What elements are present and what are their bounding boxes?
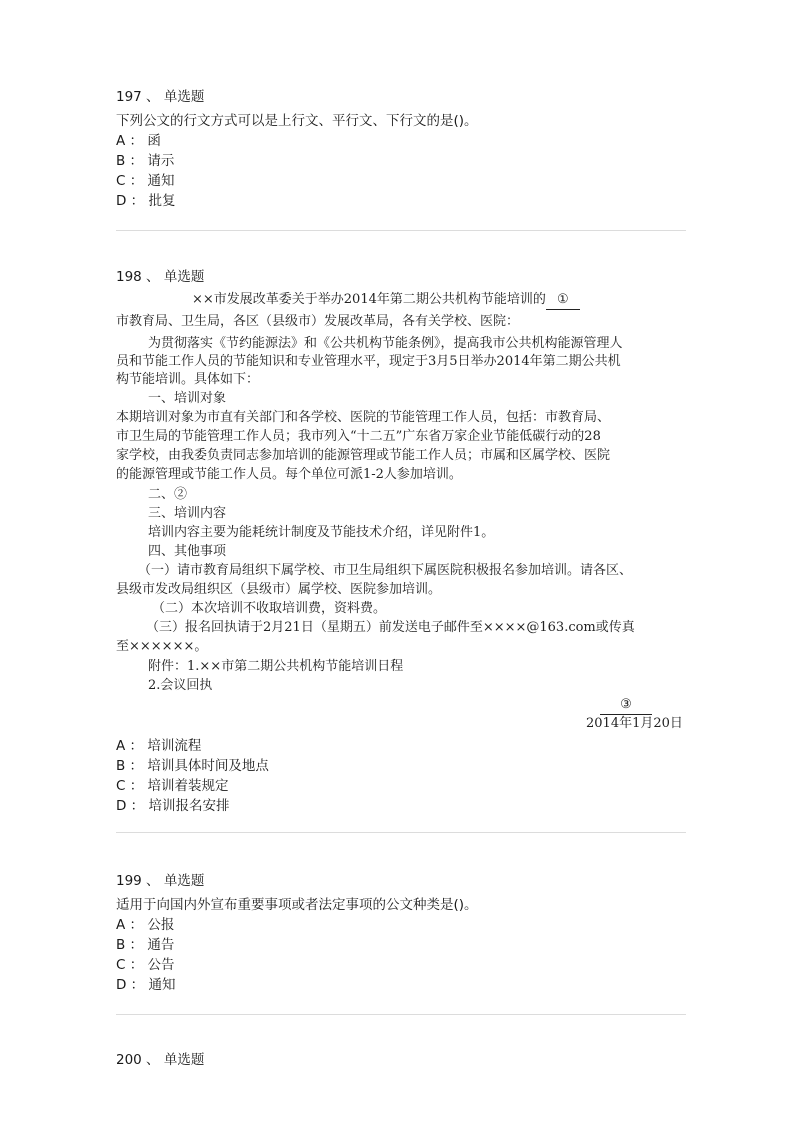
question-header: 200 、 单选题 — [116, 1052, 205, 1068]
question-stem: 适用于向国内外宣布重要事项或者法定事项的公文种类是()。 — [116, 897, 478, 913]
option-d[interactable]: D ： 培训报名安排 — [116, 798, 230, 814]
notice-section1-line4: 的能源管理或节能工作人员。每个单位可派1-2人参加培训。 — [116, 467, 462, 482]
option-c[interactable]: C ： 通知 — [116, 173, 175, 189]
notice-section4-heading: 四、其他事项 — [148, 544, 227, 559]
blank-1: ① — [546, 291, 580, 310]
notice-signature-blank — [600, 696, 652, 715]
option-c[interactable]: C ： 公告 — [116, 957, 175, 973]
option-b[interactable]: B ： 通告 — [116, 937, 175, 953]
question-198 — [116, 267, 686, 287]
question-200 — [116, 1050, 686, 1070]
notice-section1-line2: 市卫生局的节能管理工作人员；我市列入“十二五”广东省万家企业节能低碳行动的28 — [116, 429, 601, 444]
notice-section4-line5: 至××××××。 — [116, 639, 208, 654]
question-header: 197 、 单选题 — [116, 89, 205, 105]
question-header: 199 、 单选题 — [116, 873, 205, 889]
notice-section1-heading: 一、培训对象 — [148, 391, 227, 406]
divider — [116, 832, 686, 833]
option-a[interactable]: A ： 公报 — [116, 917, 175, 933]
notice-attachment-1: 附件：1.××市第二期公共机构节能培训日程 — [148, 659, 404, 674]
notice-section4-line3: （二）本次培训不收取培训费，资料费。 — [152, 601, 387, 616]
question-197 — [116, 87, 686, 211]
blank-3: ③ — [600, 696, 652, 715]
notice-para1-line3: 构节能培训。具体如下： — [116, 372, 260, 387]
notice-section1-line1: 本期培训对象为市直有关部门和各学校、医院的节能管理工作人员，包括：市教育局、 — [116, 410, 611, 425]
option-b[interactable]: B ： 请示 — [116, 153, 175, 169]
option-d[interactable]: D ： 批复 — [116, 193, 176, 209]
question-header: 198 、 单选题 — [116, 269, 205, 285]
notice-date: 2014年1月20日 — [586, 716, 683, 731]
notice-document — [116, 291, 686, 731]
notice-para1-line2: 员和节能工作人员的节能知识和专业管理水平，现定于3月5日举办2014年第二期公共机 — [116, 354, 621, 369]
notice-section4-line2: 县级市发改局组织区（县级市）属学校、医院参加培训。 — [116, 582, 442, 597]
notice-section1-line3: 家学校，由我委负责同志参加培训的能源管理或节能工作人员；市属和区属学校、医院 — [116, 448, 611, 463]
option-c[interactable]: C ： 培训着装规定 — [116, 778, 229, 794]
question-stem: 下列公文的行文方式可以是上行文、平行文、下行文的是()。 — [116, 113, 478, 129]
notice-title: ××市发展改革委关于举办2014年第二期公共机构节能培训的 ① — [192, 291, 580, 310]
notice-section3-heading: 三、培训内容 — [148, 506, 227, 521]
divider — [116, 1014, 686, 1015]
option-a[interactable]: A ： 函 — [116, 133, 161, 149]
question-199 — [116, 871, 686, 995]
option-b[interactable]: B ： 培训具体时间及地点 — [116, 758, 269, 774]
notice-para1-line1: 为贯彻落实《节约能源法》和《公共机构节能条例》，提高我市公共机构能源管理人 — [148, 336, 623, 351]
notice-section3-line1: 培训内容主要为能耗统计制度及节能技术介绍，详见附件1。 — [148, 525, 495, 540]
option-a[interactable]: A ： 培训流程 — [116, 738, 202, 754]
divider — [116, 230, 686, 231]
notice-attachment-2: 2.会议回执 — [148, 678, 213, 693]
notice-section4-line1: （一）请市教育局组织下属学校、市卫生局组织下属医院积极报名参加培训。请各区、 — [138, 563, 633, 578]
question-198-options — [116, 736, 686, 816]
option-d[interactable]: D ： 通知 — [116, 977, 176, 993]
notice-section4-line4: （三）报名回执请于2月21日（星期五）前发送电子邮件至××××@163.com或传真 — [146, 620, 635, 635]
notice-recipients: 市教育局、卫生局，各区（县级市）发展改革局，各有关学校、医院： — [116, 314, 520, 329]
notice-section2-heading: 二、② — [148, 487, 188, 502]
